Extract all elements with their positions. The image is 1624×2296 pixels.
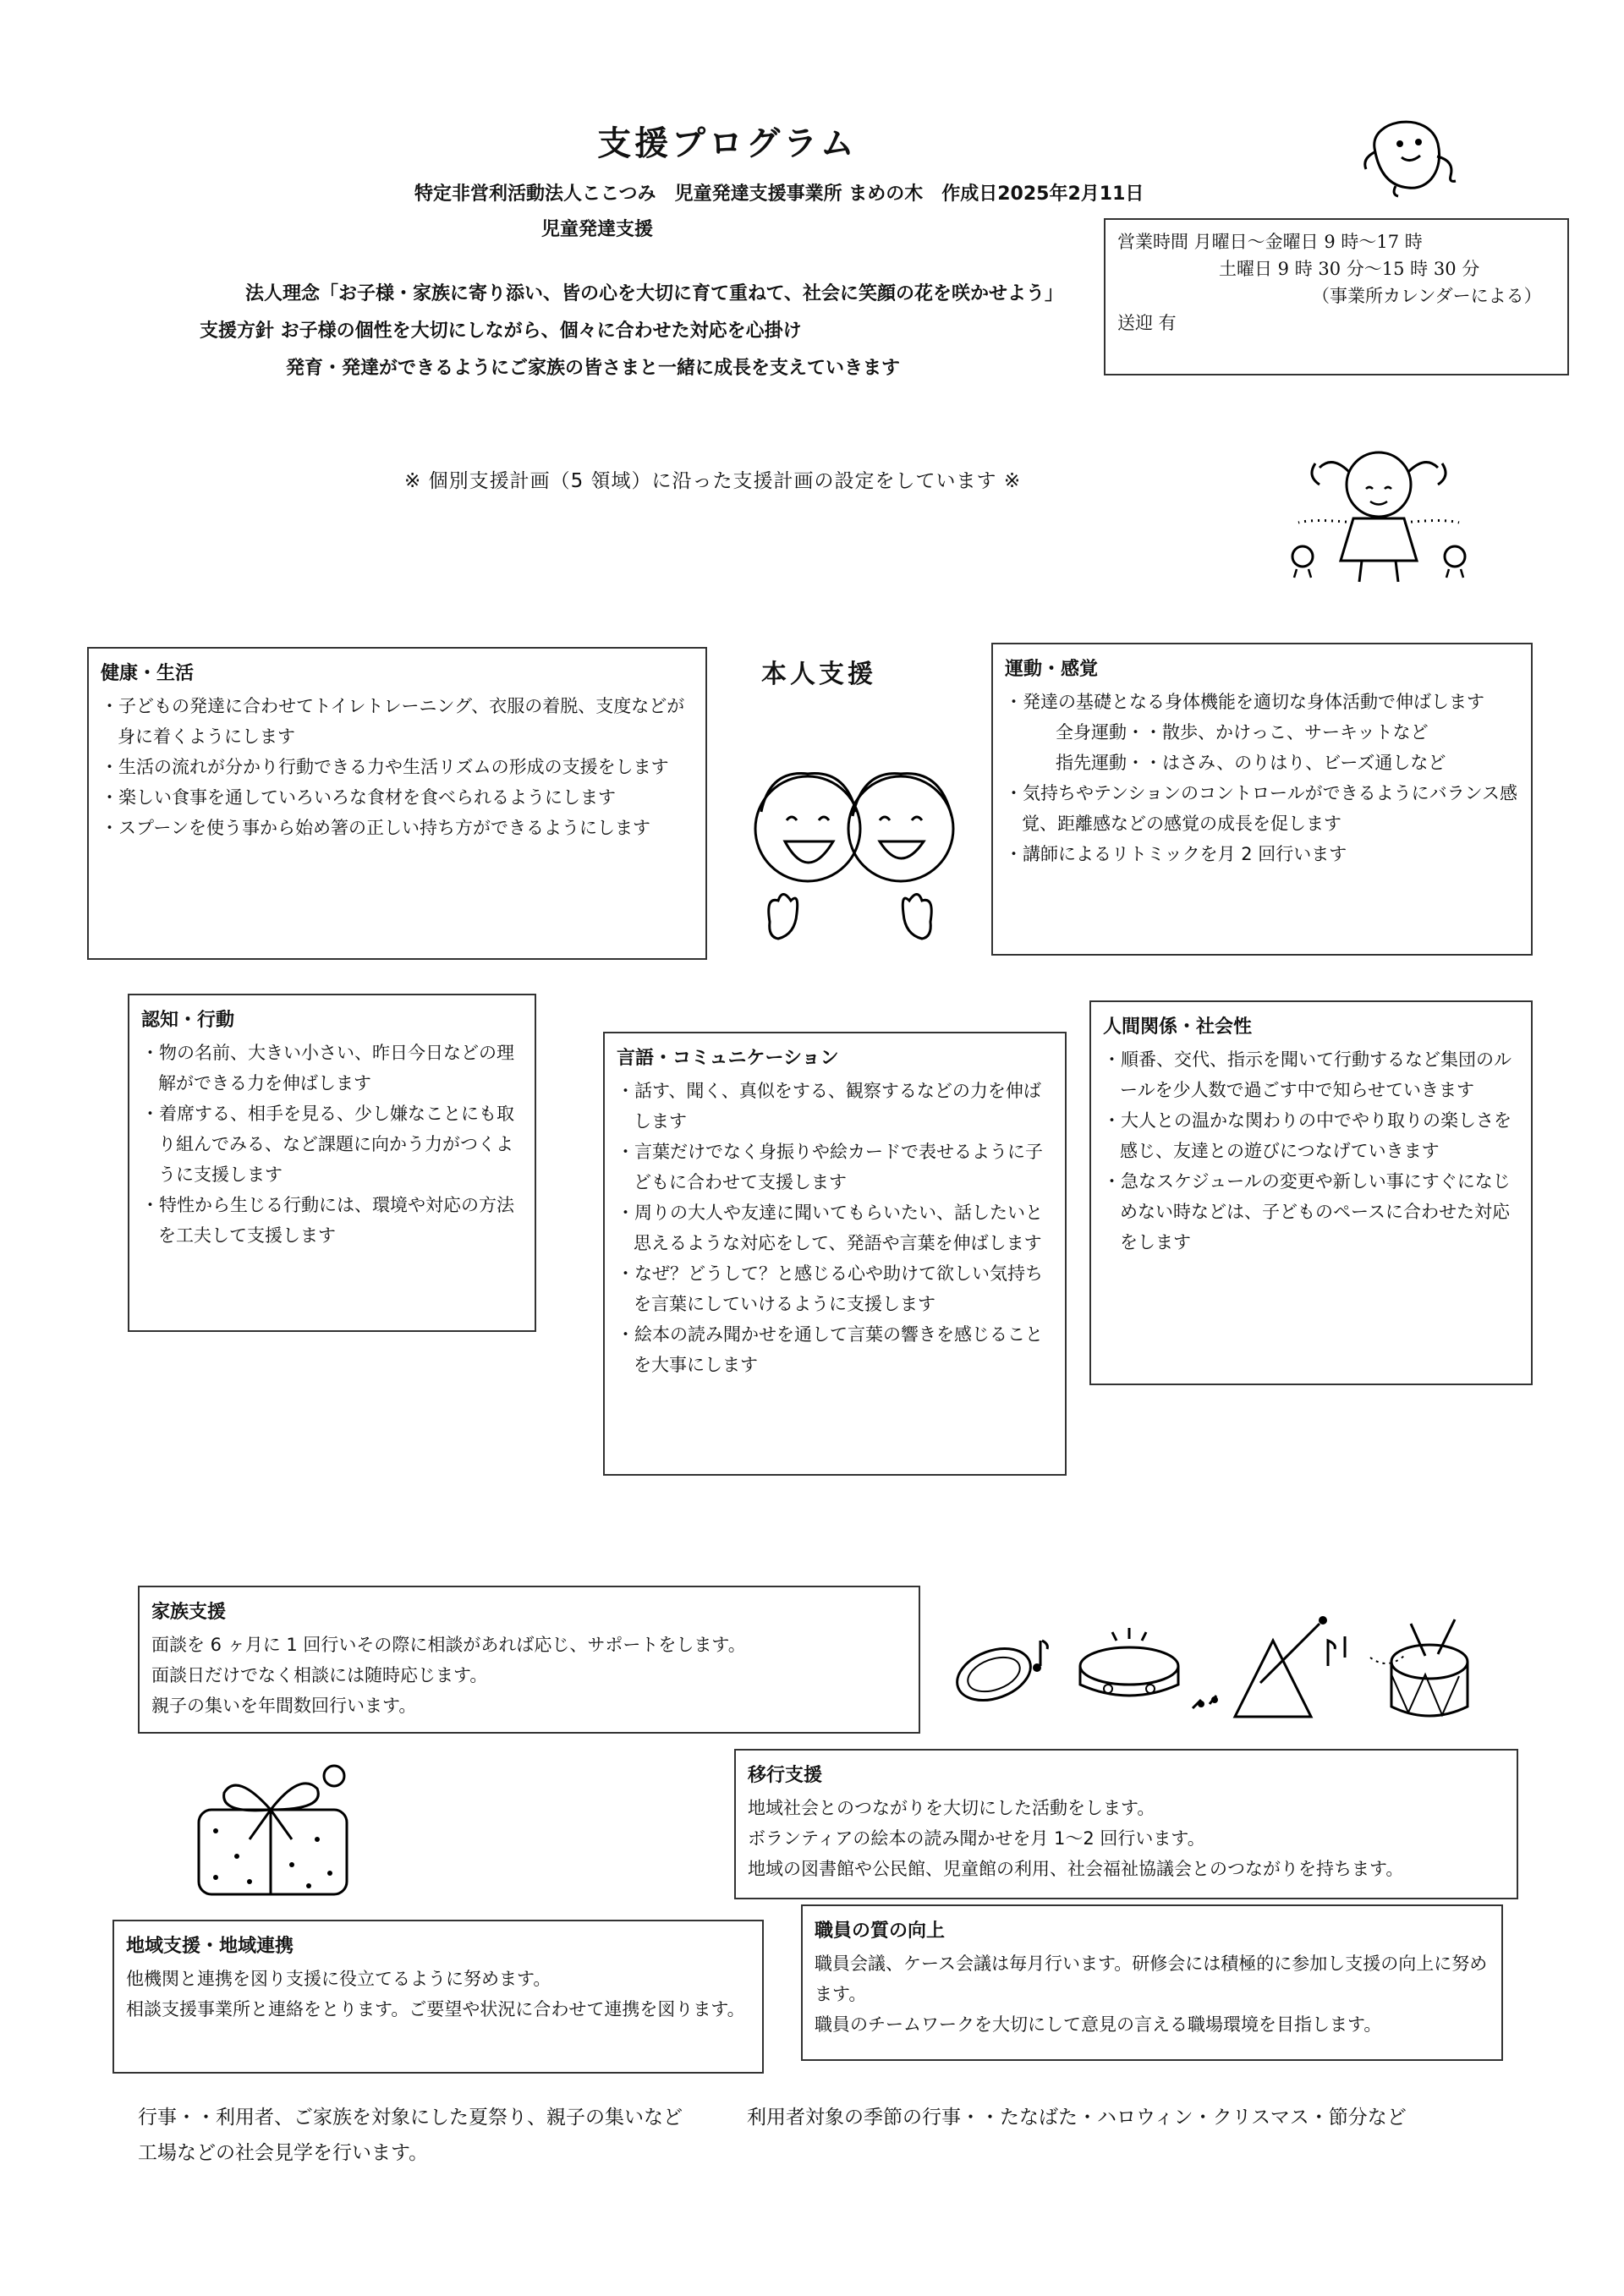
gift-box-icon (190, 1763, 368, 1903)
language-heading: 言語・コミュニケーション (617, 1048, 839, 1069)
field-trip-line: 工場などの社会見学を行います。 (138, 2142, 429, 2164)
text-line: 地域社会とのつながりを大切にした活動をします。 (748, 1798, 1155, 1818)
musical-instruments-icon (947, 1607, 1472, 1734)
family-support-box (138, 1586, 920, 1734)
list-subitem: 全身運動・・散歩、かけっこ、サーキットなど (1056, 722, 1429, 743)
health-life-box (87, 647, 707, 960)
list-item: ・講師によるリトミックを月 2 回行います (1005, 844, 1347, 864)
business-hours-box (1104, 218, 1569, 375)
policy-line-2: 発育・発達ができるようにご家族の皆さまと一緒に成長を支えていきます (286, 358, 901, 379)
page-title: 支援プログラム (597, 124, 858, 163)
text-line: 職員のチームワークを大切にして意見の言える職場環境を目指します。 (815, 2014, 1382, 2035)
text-line: 相談支援事業所と連絡をとります。ご要望や状況に合わせて連携を図ります。 (126, 1999, 745, 2019)
list-item: ・発達の基礎となる身体機能を適切な身体活動で伸ばします (1005, 692, 1484, 712)
language-box (603, 1032, 1067, 1476)
hours-calendar-note: （事業所カレンダーによる） (1312, 286, 1542, 306)
social-box (1089, 1000, 1533, 1385)
created-date: 作成日2025年2月11日 (941, 184, 1144, 205)
motor-sensory-heading: 運動・感覚 (1005, 659, 1099, 680)
hours-saturday: 土曜日 9 時 30 分～15 時 30 分 (1219, 259, 1480, 279)
list-item: ・スプーンを使う事から始め箸の正しい持ち方ができるようにします (101, 818, 650, 838)
list-item: ・気持ちやテンションのコントロールができるようにバランス感覚、距離感などの感覚の成長を促します (1005, 783, 1517, 834)
self-support-heading: 本人支援 (761, 660, 876, 689)
list-item: ・大人との温かな関わりの中でやり取りの楽しさを感じ、友達との遊びにつなげていきます (1103, 1110, 1512, 1161)
list-item: ・特性から生じる行動には、環境や対応の方法を工夫して支援します (141, 1195, 514, 1246)
transition-support-box (734, 1749, 1518, 1899)
text-line: ボランティアの絵本の読み聞かせを月 1～2 回行います。 (748, 1828, 1205, 1849)
community-support-box (112, 1920, 764, 2074)
motor-sensory-box (991, 643, 1533, 956)
two-children-icon (744, 736, 964, 981)
list-item: ・急なスケジュールの変更や新しい事にすぐになじめない時などは、子どものペースに合わせた対応をします (1103, 1171, 1511, 1252)
list-subitem: 指先運動・・はさみ、のりはり、ビーズ通しなど (1056, 753, 1446, 773)
hours-weekday: 営業時間 月曜日～金曜日 9 時～17 時 (1117, 232, 1423, 252)
text-line: 地域の図書館や公民館、児童館の利用、社会福祉協議会とのつながりを持ちます。 (748, 1859, 1404, 1879)
community-support-heading: 地域支援・地域連携 (126, 1936, 294, 1957)
text-line: 職員会議、ケース会議は毎月行います。研修会には積極的に参加し支援の向上に努めます。 (815, 1954, 1488, 2004)
pickup-info: 送迎 有 (1117, 313, 1177, 333)
policy-line: 支援方針 お子様の個性を大切にしながら、個々に合わせた対応を心掛け (200, 321, 802, 342)
social-heading: 人間関係・社会性 (1103, 1016, 1253, 1038)
family-support-heading: 家族支援 (151, 1602, 227, 1623)
list-item: ・楽しい食事を通していろいろな食材を食べられるようにします (101, 787, 616, 808)
list-item: ・順番、交代、指示を聞いて行動するなど集団のルールを少人数で過ごす中で知らせていきます (1103, 1049, 1512, 1100)
list-item: ・なぜ？どうして？と感じる心や助けて欲しい気持ちを言葉にしていけるように支援します (617, 1263, 1043, 1314)
bean-character-icon (1349, 110, 1476, 203)
header-meta (414, 179, 1162, 205)
list-item: ・着席する、相手を見る、少し嫌なことにも取り組んでみる、など課題に向かう力がつくように支援します (141, 1104, 514, 1185)
transition-support-heading: 移行支援 (748, 1765, 823, 1786)
staff-quality-heading: 職員の質の向上 (815, 1921, 946, 1942)
text-line: 他機関と連携を図り支援に役立てるように努めます。 (126, 1969, 551, 1989)
list-item: ・言葉だけでなく身振りや絵カードで表せるように子どもに合わせて支援します (617, 1142, 1043, 1192)
text-line: 面談を 6 ヶ月に 1 回行いその際に相談があれば応じ、サポートをします。 (151, 1635, 746, 1655)
office-name: 児童発達支援事業所 まめの木 (674, 184, 924, 205)
service-type: 児童発達支援 (541, 219, 654, 240)
list-item: ・子どもの発達に合わせてトイレトレーニング、衣服の着脱、支度などが身に着くようにします (101, 696, 685, 747)
text-line: 親子の集いを年間数回行います。 (151, 1696, 417, 1716)
support-plan-note: ※ 個別支援計画（5 領域）に沿った支援計画の設定をしています ※ (404, 470, 1022, 492)
list-item: ・絵本の読み聞かせを通して言葉の響きを感じることを大事にします (617, 1324, 1043, 1375)
seasonal-events-line: 利用者対象の季節の行事・・たなばた・ハロウィン・クリスマス・節分など (747, 2107, 1407, 2129)
staff-quality-box (801, 1904, 1503, 2061)
philosophy-line: 法人理念「お子様・家族に寄り添い、皆の心を大切に育て重ねて、社会に笑顔の花を咲かせよう」 (245, 283, 1064, 304)
text-line: 面談日だけでなく相談には随時応じます。 (151, 1665, 488, 1685)
girl-with-chicks-icon (1281, 438, 1476, 590)
cognition-box (128, 994, 536, 1332)
cognition-heading: 認知・行動 (141, 1010, 235, 1031)
list-item: ・生活の流れが分かり行動できる力や生活リズムの形成の支援をします (101, 757, 669, 777)
list-item: ・話す、聞く、真似をする、観察するなどの力を伸ばします (617, 1081, 1041, 1132)
list-item: ・物の名前、大きい小さい、昨日今日などの理解ができる力を伸ばします (141, 1043, 514, 1093)
health-life-heading: 健康・生活 (101, 663, 195, 684)
events-line: 行事・・利用者、ご家族を対象にした夏祭り、親子の集いなど (138, 2107, 683, 2129)
org-name: 特定非営利活動法人ここつみ (414, 184, 656, 205)
list-item: ・周りの大人や友達に聞いてもらいたい、話したいと思えるような対応をして、発語や言葉を伸ばします (617, 1203, 1043, 1253)
